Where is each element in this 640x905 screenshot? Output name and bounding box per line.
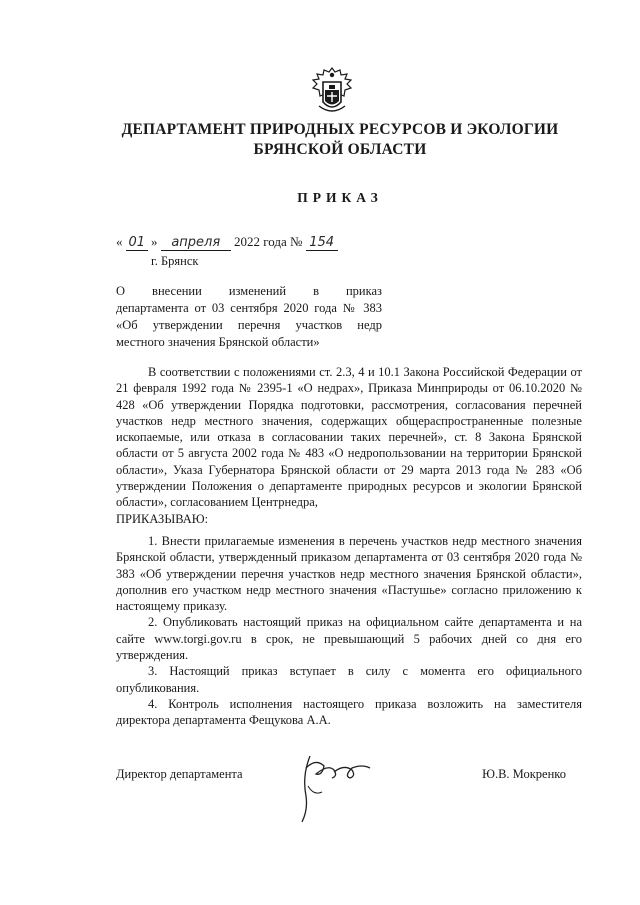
date-month: апреля: [161, 236, 231, 251]
open-quote: «: [116, 234, 123, 249]
date-line: [116, 234, 338, 251]
date-day: 01: [126, 236, 148, 251]
coat-of-arms-icon: [311, 66, 353, 118]
preamble: В соответствии с положениями ст. 2.3, 4 и 10.1 Закона Российской Федерации от 21 февраля 1992 года № 2395-1 «О недрах», Приказа Минприроды от 06.10.2020 № 428 «Об утверждении Порядка подготовки, рассмотрения, согласования перечней участков недр местного значения, содержащих общераспространенные полезные ископаемые, или отказа в согласовании таких перечней», ст. 8 Закона Брянской области от 5 августа 2002 года № 483 «О недропользовании на территории Брянской области», Указа Губернатора Брянской области от 29 марта 2013 года № 283 «Об утверждении Положения о департаменте природных ресурсов и экологии Брянской области», согласованием Центрнедра,: [116, 365, 582, 510]
close-quote: »: [151, 234, 158, 249]
subject-line-rest: департамента от 03 сентября 2020 года № 383 «Об утверждении перечня участков недр местного значения Брянской области»: [116, 301, 382, 349]
order-subject: [116, 283, 382, 351]
order-word: ПРИКАЗЫВАЮ:: [116, 511, 209, 526]
org-name-line2: БРЯНСКОЙ ОБЛАСТИ: [253, 141, 427, 158]
subject-line-1: О внесении изменений в приказ: [116, 284, 382, 298]
order-item-2: 2. Опубликовать настоящий приказ на официальном сайте департамента и на сайте www.torgi.gov.ru в срок, не превышающий 5 рабочих дней со дня его утверждения.: [116, 615, 582, 663]
order-number: 154: [306, 236, 338, 251]
handwritten-signature: [272, 746, 382, 824]
document-type: ПРИКАЗ: [297, 190, 383, 205]
order-item-1: 1. Внести прилагаемые изменения в перечень участков недр местного значения Брянской области, утвержденный приказом департамента от 03 сентября 2020 года № 383 «Об утверждении перечня участков недр местного значения Брянской области», дополнив его участком недр местного значения «Пастушье» согласно приложению к настоящему приказу.: [116, 533, 582, 614]
order-item-4: 4. Контроль исполнения настоящего приказа возложить на заместителя директора департамента Фещукова А.А.: [116, 696, 582, 728]
date-year: 2022 года №: [234, 234, 303, 249]
org-name-line1: ДЕПАРТАМЕНТ ПРИРОДНЫХ РЕСУРСОВ И ЭКОЛОГИИ: [121, 121, 559, 138]
city: г. Брянск: [151, 254, 199, 268]
signer-position: Директор департамента: [116, 767, 243, 781]
order-body: [116, 364, 582, 729]
order-item-3: 3. Настоящий приказ вступает в силу с момента его официального опубликования.: [116, 664, 582, 695]
signer-name: Ю.В. Мокренко: [482, 767, 566, 781]
